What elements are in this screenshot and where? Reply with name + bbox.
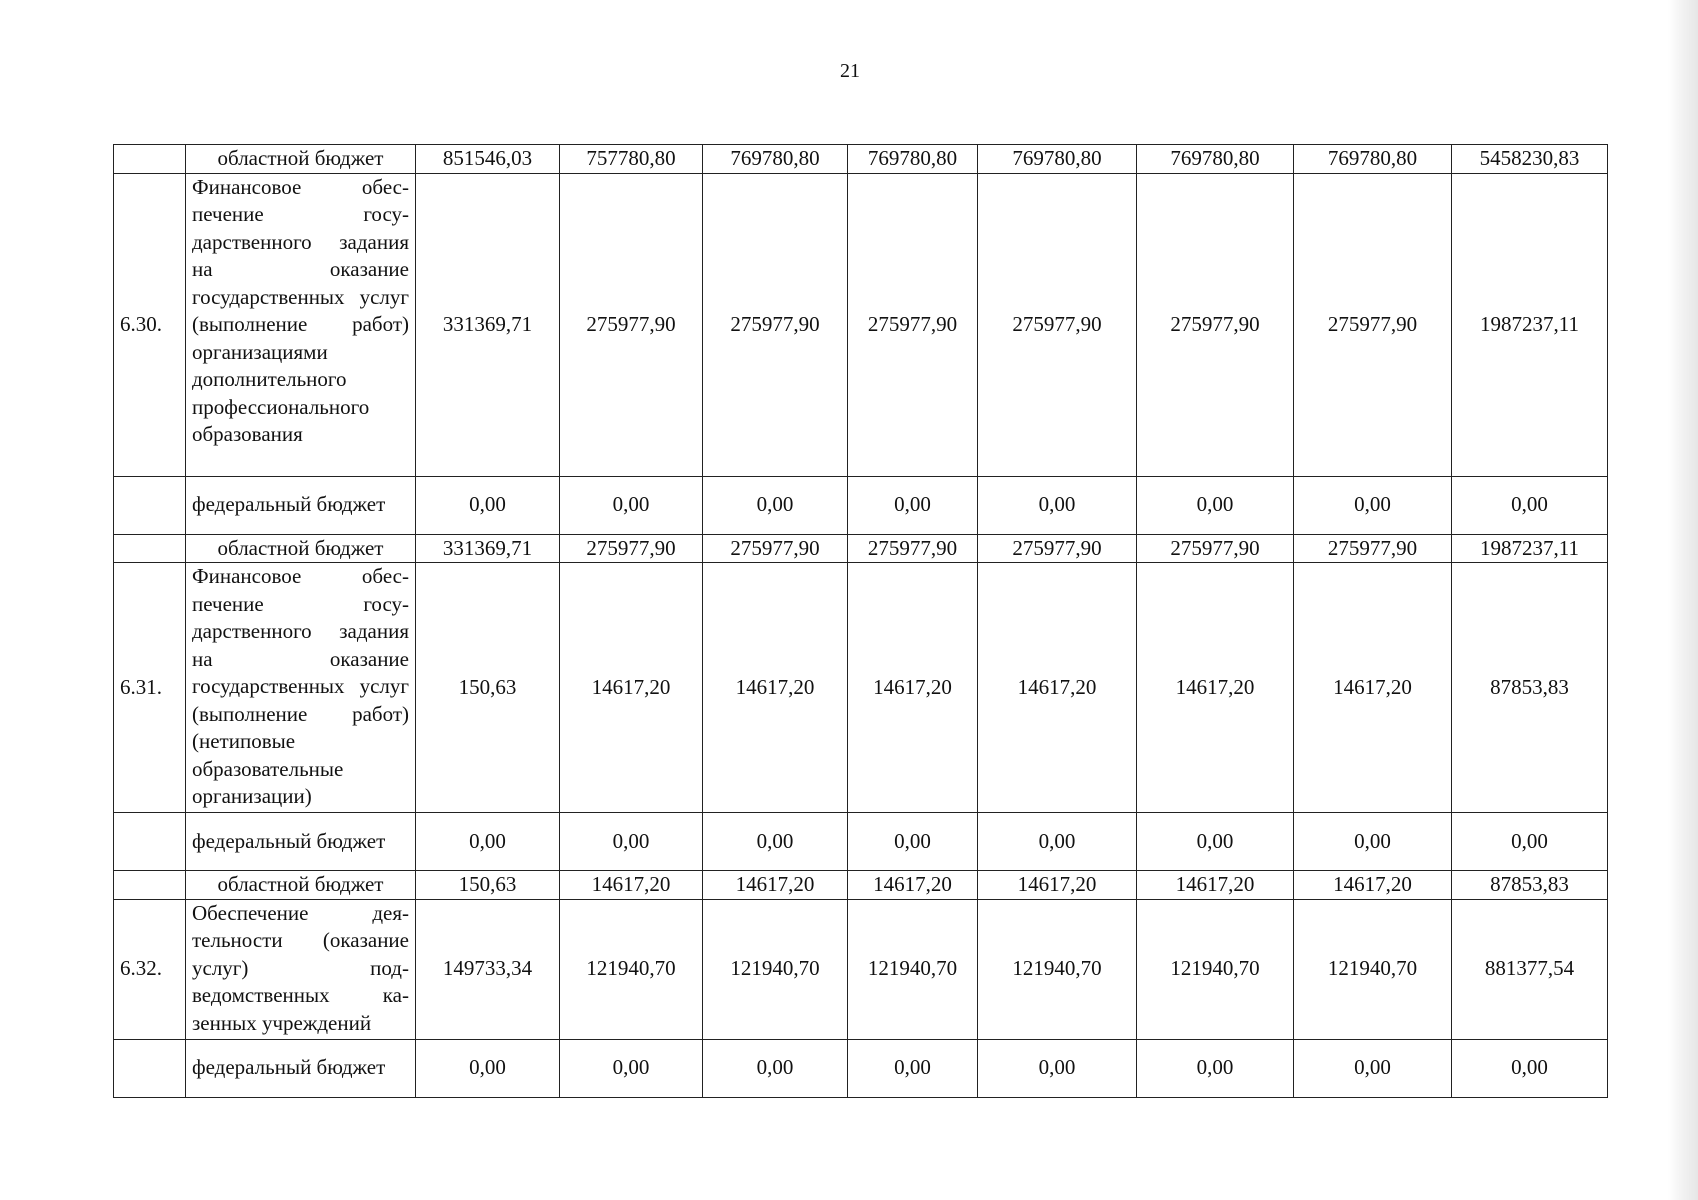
value-cell: 149733,34	[416, 899, 560, 1039]
total-cell: 1987237,11	[1452, 173, 1608, 476]
value-cell: 769780,80	[703, 145, 848, 174]
value-cell: 0,00	[848, 813, 978, 871]
value-cell: 150,63	[416, 871, 560, 900]
table-row	[114, 534, 1608, 563]
row-index	[114, 534, 186, 563]
value-cell: 0,00	[560, 1039, 703, 1097]
value-cell: 275977,90	[848, 173, 978, 476]
table-row	[114, 476, 1608, 534]
value-cell: 14617,20	[560, 563, 703, 813]
table-row	[114, 871, 1608, 900]
value-cell: 275977,90	[1294, 173, 1452, 476]
row-label: федеральный бюджет	[186, 1039, 416, 1097]
value-cell: 14617,20	[1137, 871, 1294, 900]
total-cell: 5458230,83	[1452, 145, 1608, 174]
value-cell: 757780,80	[560, 145, 703, 174]
value-cell: 0,00	[560, 476, 703, 534]
value-cell: 769780,80	[1294, 145, 1452, 174]
value-cell: 0,00	[703, 813, 848, 871]
value-cell: 275977,90	[978, 173, 1137, 476]
row-index	[114, 1039, 186, 1097]
value-cell: 0,00	[1137, 1039, 1294, 1097]
value-cell: 0,00	[1294, 1039, 1452, 1097]
value-cell: 275977,90	[1137, 534, 1294, 563]
value-cell: 14617,20	[703, 563, 848, 813]
row-label: областной бюджет	[186, 145, 416, 174]
row-label: федеральный бюджет	[186, 813, 416, 871]
row-label: областной бюджет	[186, 871, 416, 900]
row-label: Обеспечение деятельности (оказание услуг) подведомственных казенных учреждений	[186, 899, 416, 1039]
row-index	[114, 813, 186, 871]
value-cell: 275977,90	[703, 173, 848, 476]
value-cell: 150,63	[416, 563, 560, 813]
row-index	[114, 476, 186, 534]
row-index	[114, 871, 186, 900]
total-cell: 87853,83	[1452, 563, 1608, 813]
total-cell: 0,00	[1452, 476, 1608, 534]
value-cell: 275977,90	[560, 534, 703, 563]
table-row	[114, 1039, 1608, 1097]
value-cell: 0,00	[560, 813, 703, 871]
value-cell: 121940,70	[703, 899, 848, 1039]
value-cell: 14617,20	[978, 563, 1137, 813]
value-cell: 769780,80	[978, 145, 1137, 174]
value-cell: 14617,20	[1137, 563, 1294, 813]
value-cell: 14617,20	[1294, 871, 1452, 900]
value-cell: 0,00	[416, 813, 560, 871]
value-cell: 14617,20	[848, 563, 978, 813]
value-cell: 275977,90	[1137, 173, 1294, 476]
table-row	[114, 563, 1608, 813]
value-cell: 14617,20	[560, 871, 703, 900]
value-cell: 275977,90	[560, 173, 703, 476]
budget-table	[113, 144, 1608, 1098]
row-index: 6.30.	[114, 173, 186, 476]
total-cell: 87853,83	[1452, 871, 1608, 900]
value-cell: 121940,70	[1294, 899, 1452, 1039]
value-cell: 0,00	[978, 1039, 1137, 1097]
page-number: 21	[840, 60, 860, 82]
table-row	[114, 145, 1608, 174]
value-cell: 0,00	[416, 476, 560, 534]
value-cell: 769780,80	[1137, 145, 1294, 174]
value-cell: 121940,70	[848, 899, 978, 1039]
value-cell: 0,00	[978, 813, 1137, 871]
row-label: Финансовое обеспечение государственного задания на оказание государственных услуг (выполнение работ) организациями дополнительного профессионального образования	[186, 173, 416, 476]
value-cell: 275977,90	[848, 534, 978, 563]
value-cell: 275977,90	[1294, 534, 1452, 563]
row-label: Финансовое обеспечение государственного задания на оказание государственных услуг (выполнение работ) (нетиповые образовательные организации)	[186, 563, 416, 813]
total-cell: 881377,54	[1452, 899, 1608, 1039]
value-cell: 0,00	[1137, 476, 1294, 534]
row-label: областной бюджет	[186, 534, 416, 563]
value-cell: 851546,03	[416, 145, 560, 174]
row-index: 6.32.	[114, 899, 186, 1039]
value-cell: 0,00	[848, 476, 978, 534]
value-cell: 121940,70	[560, 899, 703, 1039]
total-cell: 0,00	[1452, 813, 1608, 871]
row-index	[114, 145, 186, 174]
value-cell: 14617,20	[848, 871, 978, 900]
value-cell: 14617,20	[1294, 563, 1452, 813]
value-cell: 0,00	[978, 476, 1137, 534]
value-cell: 121940,70	[1137, 899, 1294, 1039]
value-cell: 0,00	[416, 1039, 560, 1097]
table-row	[114, 173, 1608, 476]
value-cell: 0,00	[1137, 813, 1294, 871]
total-cell: 0,00	[1452, 1039, 1608, 1097]
table-row	[114, 813, 1608, 871]
scan-edge-shadow	[1668, 0, 1698, 1200]
value-cell: 275977,90	[978, 534, 1137, 563]
value-cell: 14617,20	[703, 871, 848, 900]
table-row	[114, 899, 1608, 1039]
value-cell: 0,00	[1294, 813, 1452, 871]
value-cell: 0,00	[703, 1039, 848, 1097]
value-cell: 769780,80	[848, 145, 978, 174]
value-cell: 275977,90	[703, 534, 848, 563]
total-cell: 1987237,11	[1452, 534, 1608, 563]
value-cell: 331369,71	[416, 534, 560, 563]
value-cell: 0,00	[848, 1039, 978, 1097]
row-label: федеральный бюджет	[186, 476, 416, 534]
value-cell: 331369,71	[416, 173, 560, 476]
row-index: 6.31.	[114, 563, 186, 813]
value-cell: 0,00	[703, 476, 848, 534]
value-cell: 14617,20	[978, 871, 1137, 900]
value-cell: 0,00	[1294, 476, 1452, 534]
value-cell: 121940,70	[978, 899, 1137, 1039]
